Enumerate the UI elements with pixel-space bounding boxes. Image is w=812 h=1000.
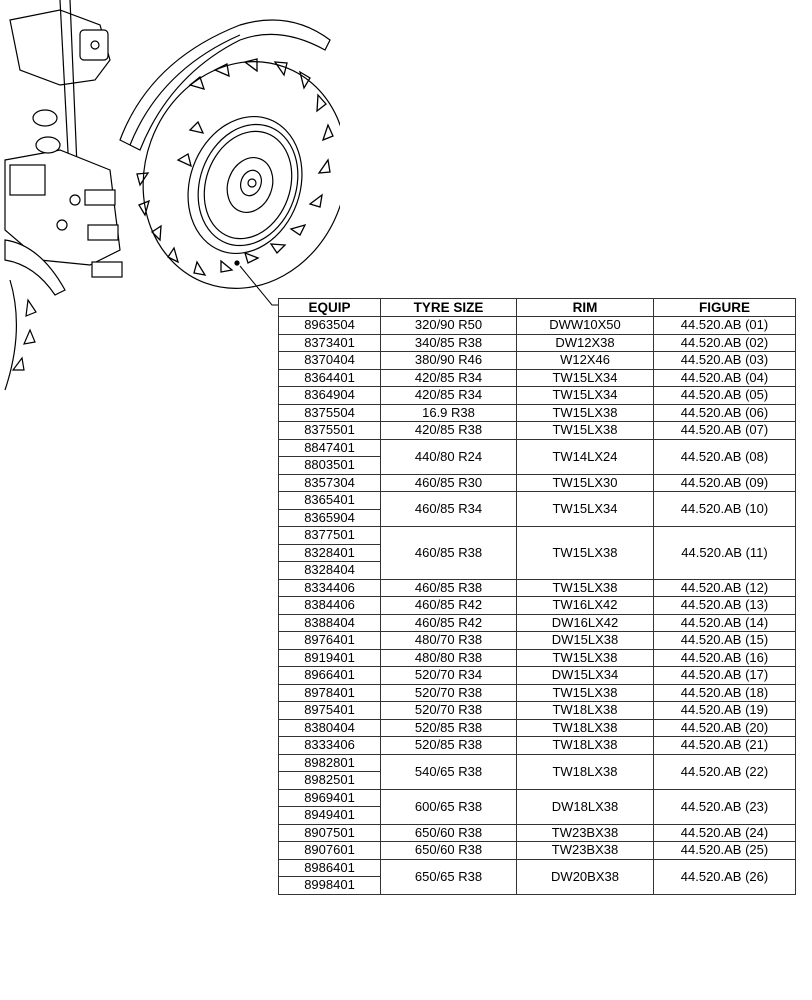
table-row: [279, 439, 796, 457]
cell-tyre-size: 650/60 R38: [381, 842, 517, 860]
cell-rim: TW15LX38: [517, 649, 654, 667]
cell-tyre-size: 480/80 R38: [381, 649, 517, 667]
table-row: [279, 352, 796, 370]
cell-equip: 8907601: [279, 842, 381, 860]
cell-rim: DWW10X50: [517, 317, 654, 335]
cell-equip: 8375501: [279, 422, 381, 440]
table-row: [279, 632, 796, 650]
cell-equip: 8949401: [279, 807, 381, 825]
table-row: [279, 317, 796, 335]
cell-figure: 44.520.AB (07): [654, 422, 796, 440]
cell-tyre-size: 650/60 R38: [381, 824, 517, 842]
cell-tyre-size: 320/90 R50: [381, 317, 517, 335]
cell-equip: 8377501: [279, 527, 381, 545]
cell-rim: TW15LX38: [517, 684, 654, 702]
cell-figure: 44.520.AB (15): [654, 632, 796, 650]
cell-tyre-size: 340/85 R38: [381, 334, 517, 352]
table-row: [279, 527, 796, 545]
cell-tyre-size: 460/85 R42: [381, 614, 517, 632]
cell-equip: 8384406: [279, 597, 381, 615]
cell-tyre-size: 16.9 R38: [381, 404, 517, 422]
cell-rim: DW15LX38: [517, 632, 654, 650]
cell-tyre-size: 520/70 R38: [381, 684, 517, 702]
cell-figure: 44.520.AB (21): [654, 737, 796, 755]
table-row: [279, 754, 796, 772]
cell-tyre-size: 480/70 R38: [381, 632, 517, 650]
table-row: [279, 614, 796, 632]
table-row: [279, 859, 796, 877]
cell-equip: 8986401: [279, 859, 381, 877]
cell-equip: 8966401: [279, 667, 381, 685]
cell-rim: TW15LX34: [517, 492, 654, 527]
cell-tyre-size: 540/65 R38: [381, 754, 517, 789]
cell-figure: 44.520.AB (09): [654, 474, 796, 492]
table-row: [279, 719, 796, 737]
cell-equip: 8328404: [279, 562, 381, 580]
cell-equip: 8328401: [279, 544, 381, 562]
cell-rim: TW15LX34: [517, 369, 654, 387]
table-row: [279, 369, 796, 387]
cell-figure: 44.520.AB (10): [654, 492, 796, 527]
table-row: [279, 597, 796, 615]
header-tyre-size: TYRE SIZE: [381, 299, 517, 317]
cell-figure: 44.520.AB (24): [654, 824, 796, 842]
cell-equip: 8907501: [279, 824, 381, 842]
cell-rim: TW18LX38: [517, 737, 654, 755]
cell-rim: TW23BX38: [517, 842, 654, 860]
cell-equip: 8334406: [279, 579, 381, 597]
cell-figure: 44.520.AB (20): [654, 719, 796, 737]
cell-figure: 44.520.AB (25): [654, 842, 796, 860]
cell-tyre-size: 420/85 R38: [381, 422, 517, 440]
cell-equip: 8969401: [279, 789, 381, 807]
table-row: [279, 474, 796, 492]
cell-equip: 8976401: [279, 632, 381, 650]
cell-tyre-size: 520/85 R38: [381, 737, 517, 755]
cell-figure: 44.520.AB (12): [654, 579, 796, 597]
cell-rim: TW23BX38: [517, 824, 654, 842]
cell-equip: 8365401: [279, 492, 381, 510]
cell-equip: 8365904: [279, 509, 381, 527]
cell-rim: DW12X38: [517, 334, 654, 352]
cell-rim: DW18LX38: [517, 789, 654, 824]
cell-figure: 44.520.AB (01): [654, 317, 796, 335]
cell-equip: 8380404: [279, 719, 381, 737]
cell-rim: TW18LX38: [517, 754, 654, 789]
header-equip: EQUIP: [279, 299, 381, 317]
cell-rim: TW15LX38: [517, 404, 654, 422]
table-header-row: [279, 299, 796, 317]
table-row: [279, 824, 796, 842]
cell-equip: 8919401: [279, 649, 381, 667]
cell-figure: 44.520.AB (08): [654, 439, 796, 474]
cell-figure: 44.520.AB (19): [654, 702, 796, 720]
cell-tyre-size: 520/85 R38: [381, 719, 517, 737]
table-row: [279, 702, 796, 720]
table-row: [279, 387, 796, 405]
cell-figure: 44.520.AB (17): [654, 667, 796, 685]
cell-figure: 44.520.AB (03): [654, 352, 796, 370]
cell-equip: 8803501: [279, 457, 381, 475]
cell-tyre-size: 520/70 R38: [381, 702, 517, 720]
cell-tyre-size: 380/90 R46: [381, 352, 517, 370]
table-row: [279, 579, 796, 597]
cell-equip: 8963504: [279, 317, 381, 335]
cell-tyre-size: 520/70 R34: [381, 667, 517, 685]
cell-tyre-size: 420/85 R34: [381, 369, 517, 387]
table-row: [279, 667, 796, 685]
cell-rim: DW15LX34: [517, 667, 654, 685]
cell-figure: 44.520.AB (06): [654, 404, 796, 422]
table-row: [279, 422, 796, 440]
table-row: [279, 789, 796, 807]
cell-equip: 8847401: [279, 439, 381, 457]
cell-tyre-size: 460/85 R34: [381, 492, 517, 527]
cell-equip: 8982501: [279, 772, 381, 790]
table-row: [279, 649, 796, 667]
cell-equip: 8982801: [279, 754, 381, 772]
cell-rim: TW18LX38: [517, 719, 654, 737]
cell-rim: DW16LX42: [517, 614, 654, 632]
header-figure: FIGURE: [654, 299, 796, 317]
cell-tyre-size: 600/65 R38: [381, 789, 517, 824]
cell-tyre-size: 460/85 R42: [381, 597, 517, 615]
cell-equip: 8388404: [279, 614, 381, 632]
table-row: [279, 334, 796, 352]
cell-rim: TW15LX34: [517, 387, 654, 405]
cell-rim: W12X46: [517, 352, 654, 370]
cell-rim: DW20BX38: [517, 859, 654, 894]
table-row: [279, 737, 796, 755]
cell-tyre-size: 440/80 R24: [381, 439, 517, 474]
cell-figure: 44.520.AB (02): [654, 334, 796, 352]
cell-rim: TW18LX38: [517, 702, 654, 720]
cell-rim: TW15LX38: [517, 527, 654, 580]
cell-equip: 8370404: [279, 352, 381, 370]
cell-equip: 8357304: [279, 474, 381, 492]
cell-equip: 8333406: [279, 737, 381, 755]
cell-tyre-size: 460/85 R30: [381, 474, 517, 492]
header-rim: RIM: [517, 299, 654, 317]
cell-tyre-size: 650/65 R38: [381, 859, 517, 894]
cell-equip: 8373401: [279, 334, 381, 352]
cell-equip: 8364401: [279, 369, 381, 387]
cell-figure: 44.520.AB (11): [654, 527, 796, 580]
cell-figure: 44.520.AB (23): [654, 789, 796, 824]
cell-tyre-size: 420/85 R34: [381, 387, 517, 405]
cell-rim: TW15LX38: [517, 579, 654, 597]
cell-rim: TW14LX24: [517, 439, 654, 474]
cell-figure: 44.520.AB (18): [654, 684, 796, 702]
cell-figure: 44.520.AB (26): [654, 859, 796, 894]
cell-tyre-size: 460/85 R38: [381, 579, 517, 597]
cell-rim: TW16LX42: [517, 597, 654, 615]
tyre-rim-parts-table: [278, 298, 796, 895]
cell-figure: 44.520.AB (16): [654, 649, 796, 667]
cell-figure: 44.520.AB (04): [654, 369, 796, 387]
cell-rim: TW15LX30: [517, 474, 654, 492]
cell-figure: 44.520.AB (13): [654, 597, 796, 615]
cell-equip: 8364904: [279, 387, 381, 405]
cell-equip: 8998401: [279, 877, 381, 895]
cell-equip: 8978401: [279, 684, 381, 702]
table-row: [279, 684, 796, 702]
cell-figure: 44.520.AB (05): [654, 387, 796, 405]
table-row: [279, 492, 796, 510]
cell-equip: 8375504: [279, 404, 381, 422]
cell-figure: 44.520.AB (22): [654, 754, 796, 789]
cell-rim: TW15LX38: [517, 422, 654, 440]
cell-tyre-size: 460/85 R38: [381, 527, 517, 580]
cell-figure: 44.520.AB (14): [654, 614, 796, 632]
cell-equip: 8975401: [279, 702, 381, 720]
table-row: [279, 404, 796, 422]
table-row: [279, 842, 796, 860]
